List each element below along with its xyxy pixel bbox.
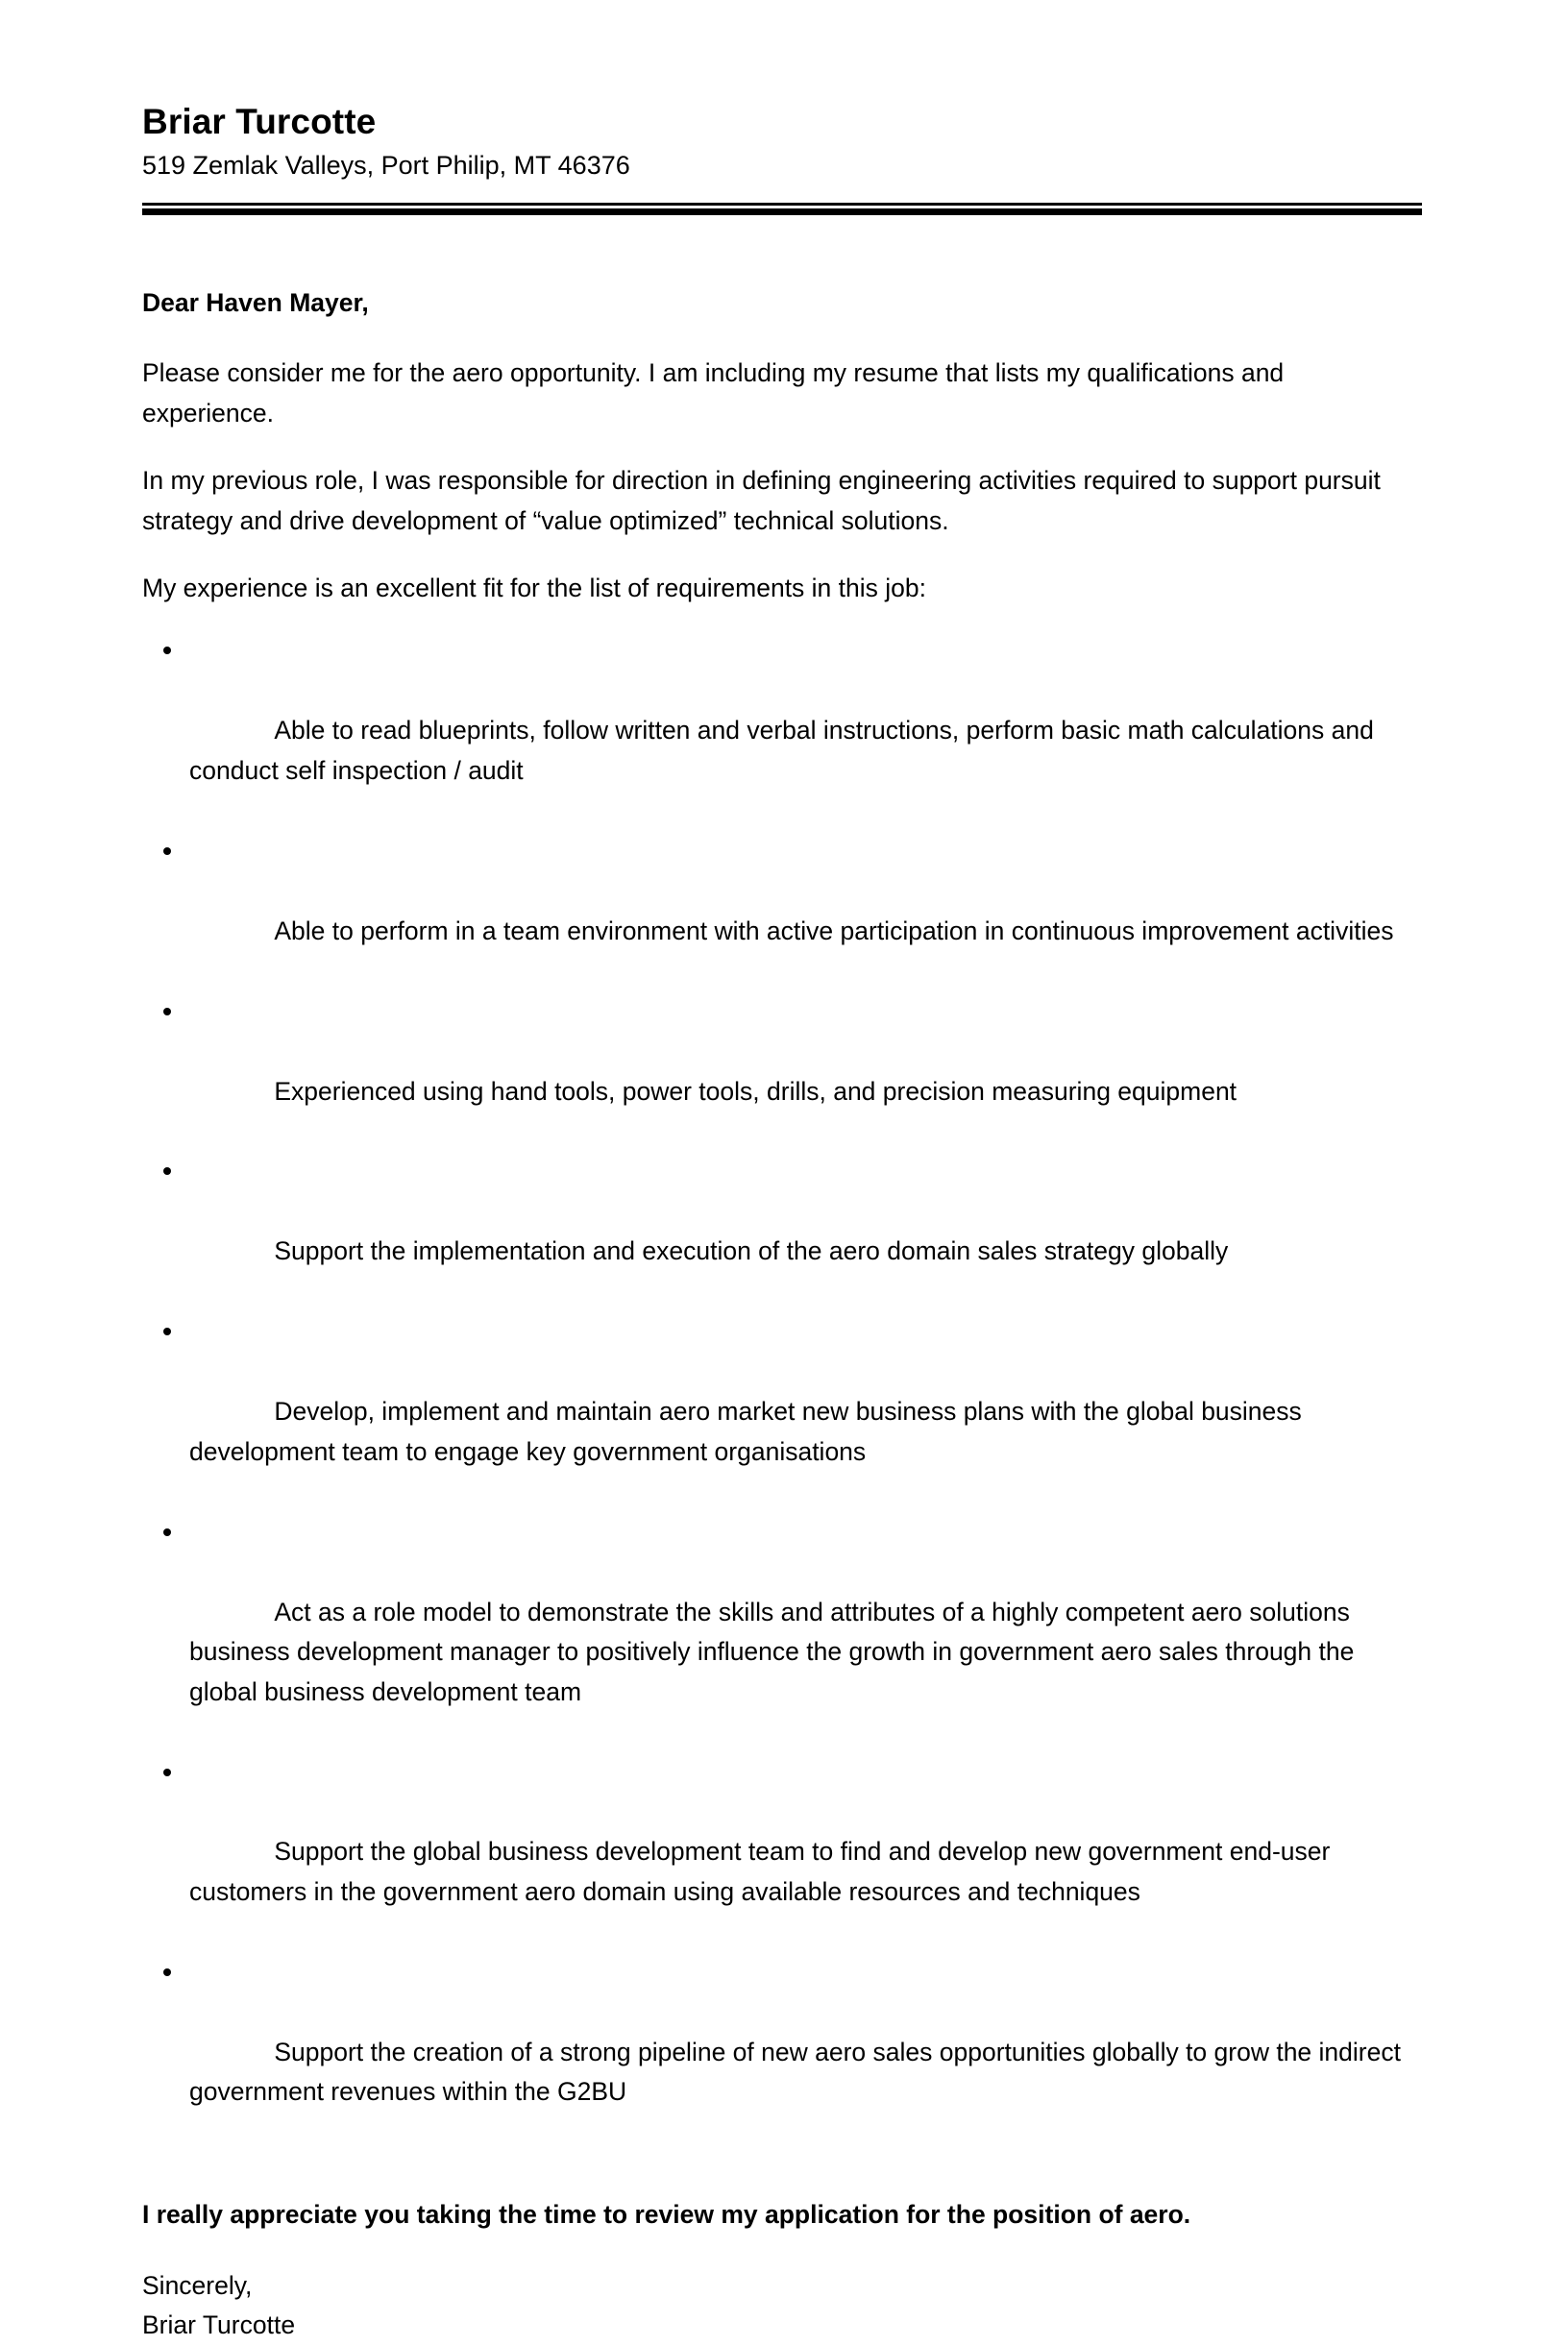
list-item-text: Develop, implement and maintain aero market new business plans with the global business development team to engage key government organisations xyxy=(189,1397,1310,1466)
letter-body xyxy=(142,284,1426,2346)
bullet-icon xyxy=(163,1769,171,1776)
list-item xyxy=(142,1152,1426,1311)
appreciation-statement: I really appreciate you taking the time to review my application for the position of aero. xyxy=(142,2200,1191,2230)
bullet-icon xyxy=(163,1528,171,1536)
list-item xyxy=(142,832,1426,991)
requirements-list xyxy=(142,631,1426,2152)
bullet-icon xyxy=(163,847,171,855)
list-item-text: Experienced using hand tools, power tools, drills, and precision measuring equipment xyxy=(274,1076,1237,1106)
signoff-block xyxy=(142,2266,1426,2346)
list-item-text: Support the global business development team to find and develop new government end-user customers in the government aero domain using available resources and techniques xyxy=(189,1837,1337,1906)
list-item xyxy=(142,1953,1426,2152)
sender-name: Briar Turcotte xyxy=(142,102,377,141)
list-item-text: Support the implementation and execution of the aero domain sales strategy globally xyxy=(274,1236,1229,1266)
bullet-icon xyxy=(163,1968,171,1976)
letterhead xyxy=(142,100,1426,213)
sender-address: 519 Zemlak Valleys, Port Philip, MT 46376 xyxy=(142,151,630,181)
list-item xyxy=(142,992,1426,1152)
list-item xyxy=(142,1753,1426,1952)
bullet-icon xyxy=(163,647,171,654)
bullet-icon xyxy=(163,1328,171,1335)
bullet-icon xyxy=(163,1167,171,1175)
document-content xyxy=(142,100,1426,2346)
list-item xyxy=(142,1312,1426,1511)
divider-thin-line xyxy=(142,203,1422,206)
list-item-text: Able to perform in a team environment with active participation in continuous improvement activities xyxy=(274,916,1394,945)
paragraph-intro: Please consider me for the aero opportunity. I am including my resume that lists my qualifications and experience. xyxy=(142,358,1291,428)
list-item-text: Act as a role model to demonstrate the skills and attributes of a highly competent aero solutions business development manager to positively influence the growth in government aero sales through the global business development team xyxy=(189,1597,1361,1706)
paragraph-experience: In my previous role, I was responsible for direction in defining engineering activities required to support pursuit strategy and drive development of “value optimized” technical solutions. xyxy=(142,465,1388,535)
requirements-intro: My experience is an excellent fit for the list of requirements in this job: xyxy=(142,573,926,602)
salutation: Dear Haven Mayer, xyxy=(142,287,369,317)
list-item xyxy=(142,1513,1426,1752)
divider-thick-line xyxy=(142,208,1422,215)
signoff-name: Briar Turcotte xyxy=(142,2310,296,2340)
letterhead-divider xyxy=(142,203,1422,213)
list-item-text: Support the creation of a strong pipeline of new aero sales opportunities globally to grow the indirect government revenues within the G2BU xyxy=(189,2037,1409,2107)
list-item-text: Able to read blueprints, follow written and verbal instructions, perform basic math calculations and conduct self inspection / audit xyxy=(189,716,1382,785)
signoff-closing: Sincerely, xyxy=(142,2270,253,2300)
list-item xyxy=(142,631,1426,830)
bullet-icon xyxy=(163,1008,171,1015)
